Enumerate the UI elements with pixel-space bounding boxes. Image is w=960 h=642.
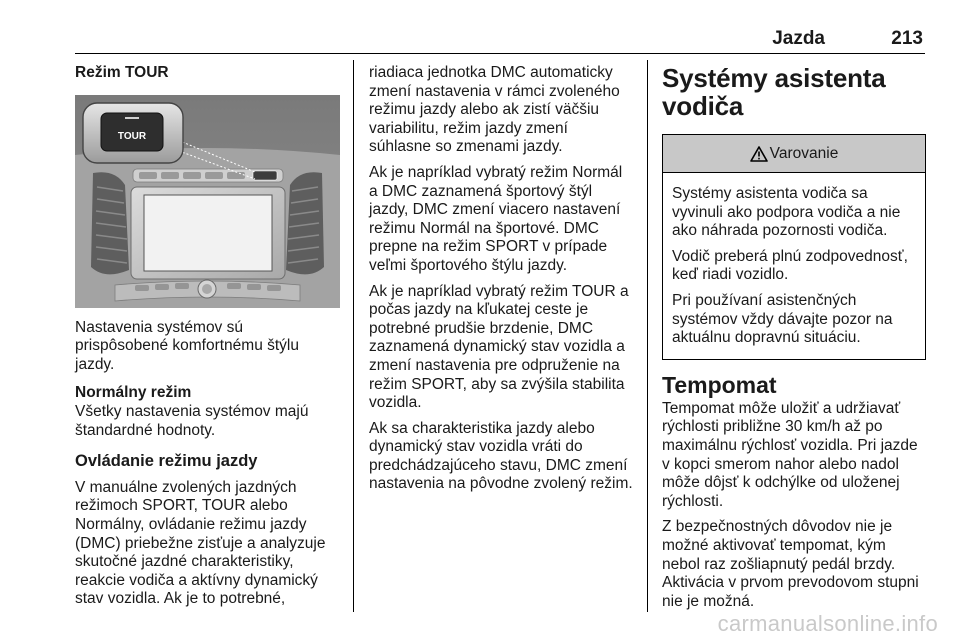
dmc-paragraph-1: riadiaca jednotka DMC automaticky zmení nastavenia v rámci zvoleného režimu jazdy alebo ak zistí väčšiu variabilitu, režim jazdy zmení súhlasne so zmenami jazdy. <box>369 64 620 156</box>
page-header <box>75 20 925 54</box>
page-number: 213 <box>891 28 923 49</box>
column-left <box>75 64 340 616</box>
tour-mode-text: Nastavenia systémov sú prispôsobené komfortnému štýlu jazdy. <box>75 318 300 373</box>
normal-mode-text: Všetky nastavenia systémov majú štandardné hodnoty. <box>75 402 309 439</box>
warning-header <box>663 135 925 173</box>
column-middle <box>369 64 634 501</box>
cruise-control-text-1: Tempomat môže uložiť a udržiavať rýchlosti približne 30 km/h až po maximálnu rýchlosť vozidla. Pri jazde v kopci smerom nahor alebo nadol môže dôjsť k odchýlke od uloženej rýchlosti. <box>662 399 918 510</box>
column-divider <box>647 60 648 612</box>
warning-text-3: Pri používaní asistenčných systémov vždy dávajte pozor na aktuálnu dopravnú situáciu. <box>672 291 893 347</box>
section-title: Jazda <box>772 28 825 49</box>
tour-button-label: TOUR <box>117 130 147 142</box>
drive-mode-control-text: V manuálne zvolených jazdných režimoch SPORT, TOUR alebo Normálny, ovládanie režimu jazdy (DMC) priebežne zisťuje a analyzuje skutočné jazdné charakteristiky, reakcie vodiča a aktívny dynamický stav vozidla. Ak je to potrebné, <box>75 478 326 608</box>
dmc-paragraph-4: Ak sa charakteristika jazdy alebo dynamický stav vozidla vráti do predchádzajúceho stavu, DMC zmení nastavenia na pôvodne zvolený režim. <box>369 419 633 493</box>
warning-triangle-icon <box>750 146 768 162</box>
cruise-control-heading: Tempomat <box>662 371 777 398</box>
cruise-control-text-2: Z bezpečnostných dôvodov nie je možné aktivovať tempomat, kým nebol raz zošliapnutý pedál brzdy. Aktivácia v prvom prevodovom stupni nie je možná. <box>662 518 919 610</box>
drive-mode-control-heading: Ovládanie režimu jazdy <box>75 452 258 471</box>
dmc-paragraph-3: Ak je napríklad vybratý režim TOUR a počas jazdy na kľukatej ceste je potrebné prudšie brzdenie, DMC zaznamená dynamický stav vozidla a zmení nastavenia pre odpruženie na režim SPORT, aby sa zvýšila stabilita vozidla. <box>369 282 629 412</box>
column-right <box>662 64 926 618</box>
warning-body <box>663 173 925 359</box>
driver-assist-heading: Systémy asistenta vodiča <box>662 63 886 121</box>
dmc-paragraph-2: Ak je napríklad vybratý režim Normál a DMC zaznamená športový štýl jazdy, DMC zmení viacero nastavení režimu Normál na športové. DMC prepne na režim SPORT v prípade veľmi športového štýlu jazdy. <box>369 163 623 274</box>
warning-text-1: Systémy asistenta vodiča sa vyvinuli ako podpora vodiča a nie ako náhrada pozornosti vodiča. <box>672 185 901 240</box>
warning-title: Varovanie <box>769 145 839 162</box>
normal-mode-heading: Normálny režim <box>75 384 192 402</box>
column-divider <box>353 60 354 612</box>
warning-box <box>662 134 926 360</box>
watermark-text: carmanualsonline.info <box>717 611 938 636</box>
dashboard-photo <box>75 95 340 308</box>
warning-text-2: Vodič preberá plnú zodpovednosť, keď riadi vozidlo. <box>672 247 908 284</box>
tour-mode-heading: Režim TOUR <box>75 64 169 81</box>
